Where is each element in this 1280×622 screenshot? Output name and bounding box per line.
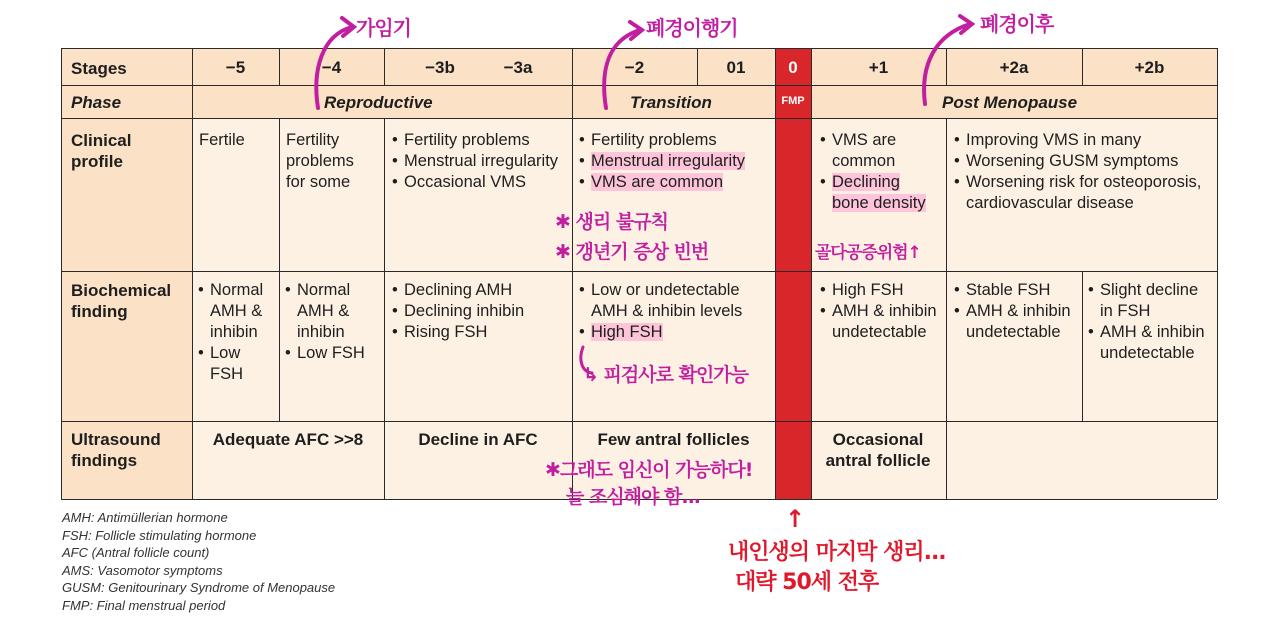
list-item: • AMH & inhibin undetectable [820,301,942,343]
legend-item: FMP: Final menstrual period [62,597,226,613]
us-minus3: Decline in AFC [418,430,538,449]
us-minus5-4: Adequate AFC >>8 [212,430,364,449]
annotation-transition: 폐경이행기 [646,16,738,40]
stage-plus1: +1 [868,58,889,77]
highlight: High FSH [591,323,663,341]
phase-reproductive: Reproductive [324,93,433,112]
phase-transition: Transition [630,93,712,112]
annotation-fsh: ↳ 피검사로 확인가능 [583,364,748,386]
list-item: • Fertility problems [392,130,570,151]
highlight: VMS are common [591,173,724,191]
us-plus1: Occasional antral follicle [825,430,931,470]
legend-item: GUSM: Genitourinary Syndrome of Menopause [62,580,336,595]
legend-item: FSH: Follicle stimulating hormone [62,527,257,543]
list-item: • Low FSH [285,343,380,364]
annotation-pregnancy: ✱그래도 임신이 가능하다! [545,459,753,481]
stage-minus5: −5 [225,58,246,77]
biochemical-label: Biochemical finding [71,281,172,321]
list-item: • Worsening risk for osteoporosis, cardiovascular disease [954,172,1209,214]
annotation-vms: ✱ 갱년기 증상 빈번 [555,241,709,263]
annotation-age: 대략 50세 전후 [735,570,879,595]
stage-plus2a: +2a [999,58,1029,77]
annotation-irregular: ✱ 생리 불규칙 [555,211,668,233]
list-item: • Declining AMH [392,280,570,301]
list-item: • Worsening GUSM symptoms [954,151,1209,172]
list-item: • Menstrual irregularity [392,151,570,172]
highlight: Menstrual irregularity [591,152,746,170]
annotation-post: 폐경이후 [980,12,1054,36]
arrow-curve-repro [316,27,352,108]
stage-minus3a: −3a [503,58,533,77]
list-item: • Low or undetectable AMH & inhibin levels [579,280,774,322]
phase-label: Phase [71,93,122,112]
annotation-arrow-up: ↑ [785,505,805,533]
annotation-careful: 늘 조심해야 함... [566,486,701,508]
list-item: • High FSH [820,280,942,301]
stage-minus4: −4 [321,58,342,77]
stage-minus2: −2 [624,58,645,77]
annotation-last-period: 내인생의 마지막 생리... [728,540,946,565]
highlight: Declining bone density [832,173,926,212]
list-item: • Improving VMS in many [954,130,1209,151]
clinical-label: Clinical profile [71,131,132,171]
stage-01: 01 [726,58,746,77]
legend-item: AFC (Antral follicle count) [62,545,210,560]
list-item: • AMH & inhibin undetectable [954,301,1079,343]
stage-0: 0 [788,58,798,77]
ultrasound-label: Ultrasound findings [71,430,161,470]
list-item: • Normal AMH & inhibin [285,280,380,343]
list-item: • Occasional VMS [392,172,570,193]
legend-item: AMH: Antimüllerian hormone [62,510,228,525]
list-item: • Fertility problems [579,130,774,151]
stage-plus2b: +2b [1134,58,1165,77]
list-item: • VMS are common [820,130,930,172]
stage-minus3b: −3b [425,58,455,77]
fmp-label: FMP [781,95,805,107]
list-item: • Normal AMH & inhibin [198,280,276,343]
list-item: • Declining inhibin [392,301,570,322]
arrow-curve-post [924,24,970,104]
list-item: • Low FSH [198,343,276,385]
stages-label: Stages [71,59,127,78]
phase-post-menopause: Post Menopause [942,93,1078,112]
legend-item: AMS: Vasomotor symptoms [62,562,223,578]
annotation-bone: 골다공증위험↑ [815,243,921,263]
arrow-curve-transition [604,30,640,108]
list-item: • AMH & inhibin undetectable [1088,322,1215,364]
list-item: • Stable FSH [954,280,1079,301]
us-minus2: Few antral follicles [597,430,750,449]
clinical-minus5: Fertile [199,131,245,149]
list-item: • Rising FSH [392,322,570,343]
clinical-minus4: Fertility problems for some [286,131,354,191]
annotation-reproductive: 가임기 [356,16,411,40]
list-item: • Slight decline in FSH [1088,280,1215,322]
